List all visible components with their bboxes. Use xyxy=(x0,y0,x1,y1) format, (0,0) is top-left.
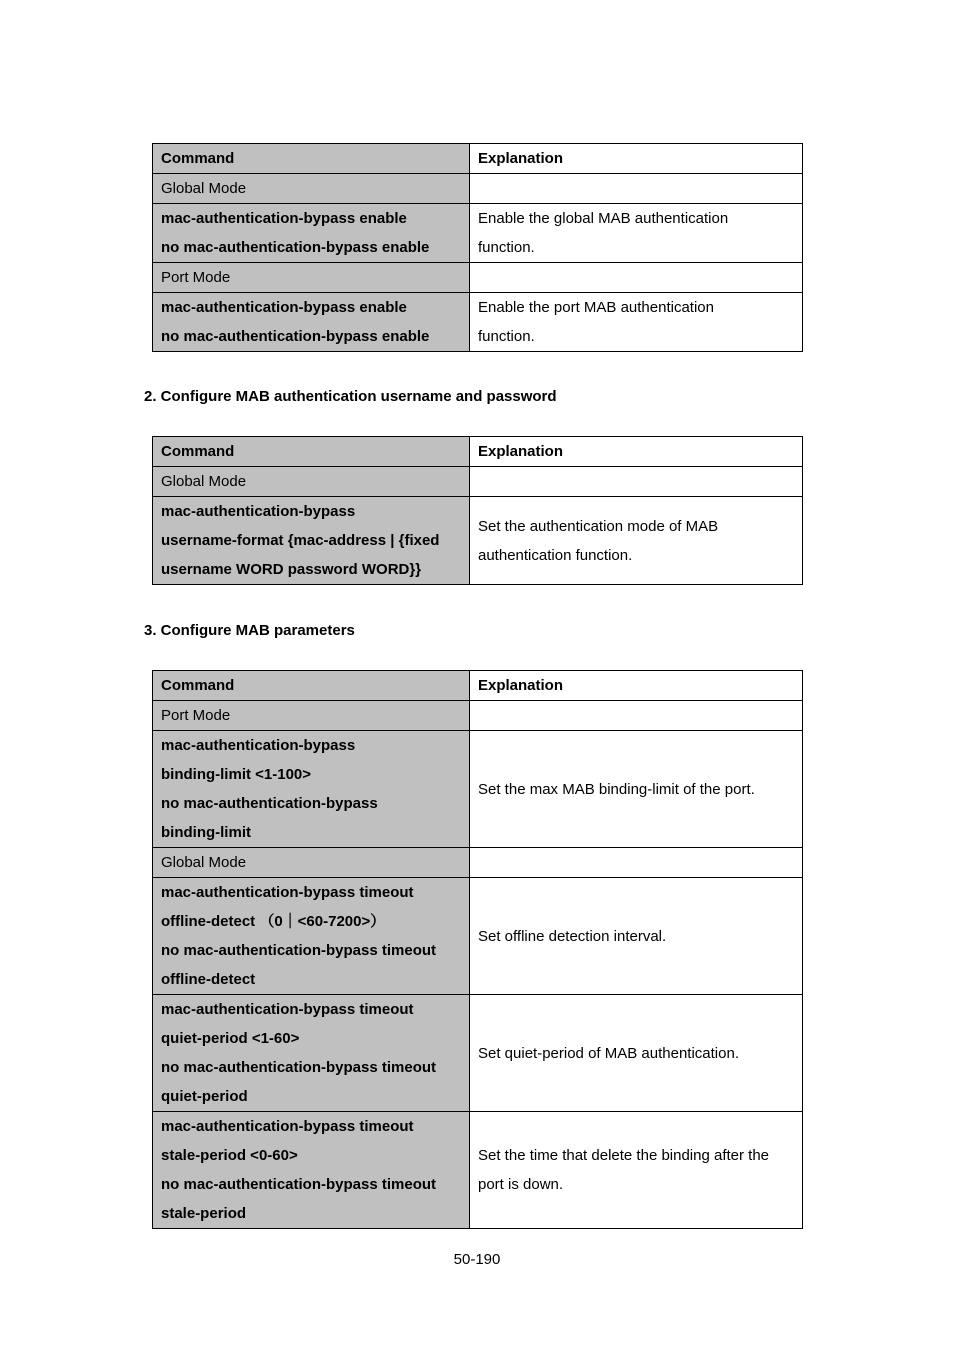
command-table-3 xyxy=(152,670,803,1229)
table-row xyxy=(153,995,803,1112)
empty-cell xyxy=(470,467,803,497)
command-line: mac-authentication-bypass enable xyxy=(161,210,407,227)
command-line: no mac-authentication-bypass timeout xyxy=(161,1176,437,1193)
table-row xyxy=(153,878,803,995)
table-header-row xyxy=(153,437,803,467)
explanation-cell xyxy=(470,204,803,263)
explanation-cell xyxy=(470,878,803,995)
table-header-row xyxy=(153,671,803,701)
command-line: mac-authentication-bypass timeout xyxy=(161,1001,414,1018)
command-line: mac-authentication-bypass timeout xyxy=(161,1118,414,1135)
command-line: quiet-period xyxy=(161,1088,248,1105)
explanation-header: Explanation xyxy=(470,671,803,701)
command-line: no mac-authentication-bypass enable xyxy=(161,328,430,345)
command-line: mac-authentication-bypass enable xyxy=(161,299,407,316)
section-heading-3: 3. Configure MAB parameters xyxy=(144,622,355,639)
explanation-cell xyxy=(470,1112,803,1229)
command-header: Command xyxy=(153,144,470,174)
mode-row xyxy=(153,174,803,204)
explanation-cell xyxy=(470,995,803,1112)
command-line: binding-limit <1-100> xyxy=(161,766,312,783)
command-cell xyxy=(153,204,470,263)
table-row xyxy=(153,293,803,352)
table-header-row xyxy=(153,144,803,174)
command-header: Command xyxy=(153,671,470,701)
explanation-line: Set the authentication mode of MAB xyxy=(478,517,719,535)
explanation-line: function. xyxy=(478,328,535,345)
explanation-line: Set the max MAB binding-limit of the port. xyxy=(478,780,755,798)
command-cell xyxy=(153,1112,470,1229)
explanation-cell xyxy=(470,293,803,352)
explanation-line: Set the time that delete the binding after the xyxy=(478,1147,770,1164)
command-line: username WORD password WORD}} xyxy=(161,561,422,578)
command-cell xyxy=(153,731,470,848)
explanation-header: Explanation xyxy=(470,144,803,174)
command-line: no mac-authentication-bypass timeout xyxy=(161,1059,437,1076)
command-line: stale-period <0-60> xyxy=(161,1147,298,1164)
explanation-line: Enable the global MAB authentication xyxy=(478,210,729,227)
command-line: no mac-authentication-bypass xyxy=(161,795,378,812)
command-line: stale-period xyxy=(161,1205,247,1222)
command-cell xyxy=(153,293,470,352)
command-table-1 xyxy=(152,143,803,352)
mode-row xyxy=(153,263,803,293)
mode-label: Global Mode xyxy=(153,467,470,497)
mode-label: Port Mode xyxy=(153,263,470,293)
explanation-cell xyxy=(470,731,803,848)
command-cell xyxy=(153,497,470,585)
command-line: offline-detect （0｜<60-7200>） xyxy=(161,913,386,930)
empty-cell xyxy=(470,701,803,731)
mode-label: Port Mode xyxy=(153,701,470,731)
command-line: quiet-period <1-60> xyxy=(161,1030,300,1047)
mode-row xyxy=(153,701,803,731)
mode-row xyxy=(153,848,803,878)
command-table-2 xyxy=(152,436,803,585)
command-line: no mac-authentication-bypass enable xyxy=(161,239,430,256)
table-row xyxy=(153,497,803,585)
mode-label: Global Mode xyxy=(153,174,470,204)
command-header: Command xyxy=(153,437,470,467)
mode-label: Global Mode xyxy=(153,848,470,878)
explanation-line: Enable the port MAB authentication xyxy=(478,299,714,316)
empty-cell xyxy=(470,848,803,878)
page-number: 50-190 xyxy=(453,1251,501,1268)
empty-cell xyxy=(470,263,803,293)
empty-cell xyxy=(470,174,803,204)
command-cell xyxy=(153,995,470,1112)
explanation-line: function. xyxy=(478,239,535,256)
table-row xyxy=(153,731,803,848)
command-line: mac-authentication-bypass xyxy=(161,737,356,754)
explanation-line: Set offline detection interval. xyxy=(478,927,667,945)
command-line: username-format {mac-address | {fixed xyxy=(161,532,440,549)
explanation-line: Set quiet-period of MAB authentication. xyxy=(478,1044,739,1062)
table-row xyxy=(153,204,803,263)
command-line: mac-authentication-bypass xyxy=(161,503,356,520)
explanation-line: port is down. xyxy=(478,1176,564,1193)
command-cell xyxy=(153,878,470,995)
command-line: no mac-authentication-bypass timeout xyxy=(161,942,437,959)
command-line: offline-detect xyxy=(161,971,256,988)
table-row xyxy=(153,1112,803,1229)
mode-row xyxy=(153,467,803,497)
command-line: binding-limit xyxy=(161,824,251,841)
explanation-line: authentication function. xyxy=(478,546,633,564)
command-line: mac-authentication-bypass timeout xyxy=(161,884,414,901)
explanation-header: Explanation xyxy=(470,437,803,467)
section-heading-2: 2. Configure MAB authentication username and password xyxy=(144,388,557,405)
explanation-cell xyxy=(470,497,803,585)
